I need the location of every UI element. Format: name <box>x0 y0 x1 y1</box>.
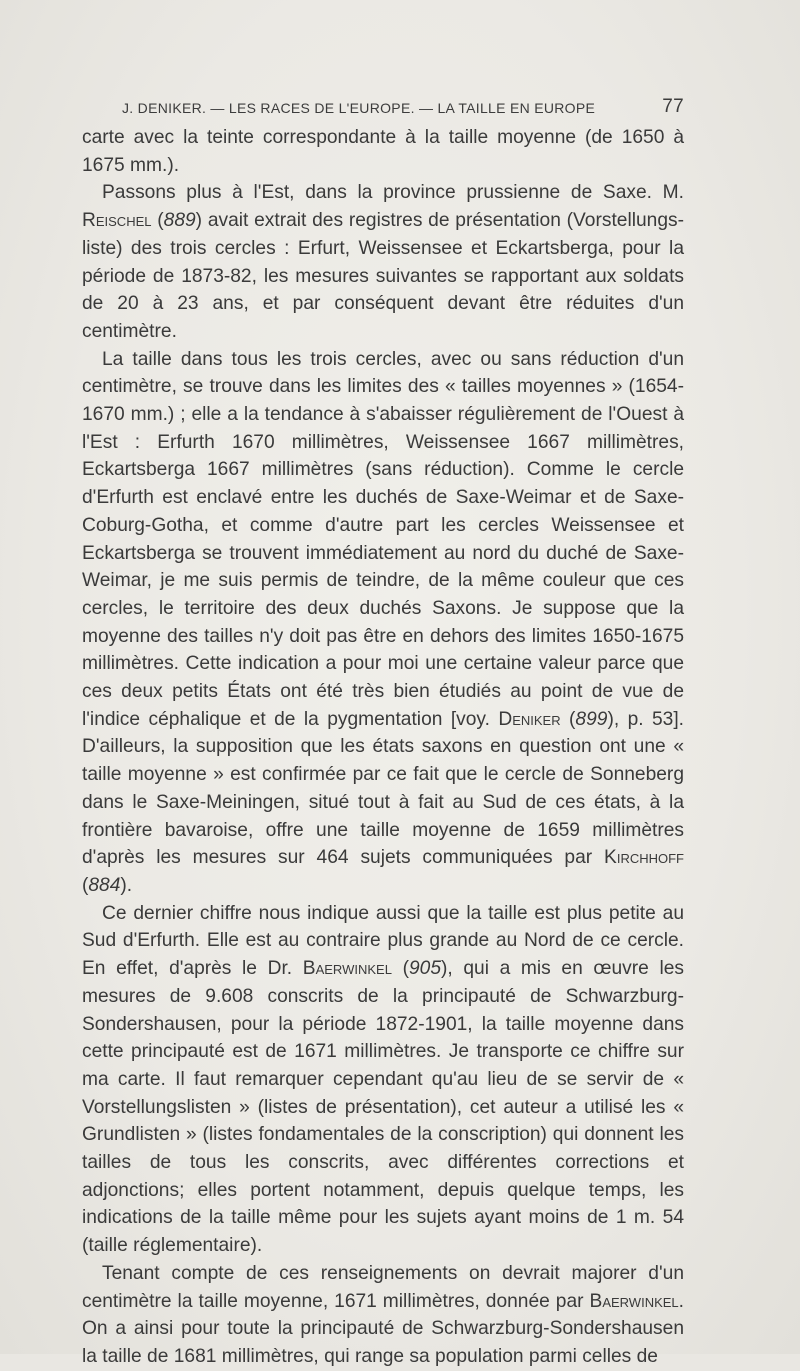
reference-number: 884 <box>88 874 121 896</box>
text-run: ( <box>151 210 164 232</box>
author-name: Kirchhoff <box>604 847 684 869</box>
reference-number: 899 <box>575 708 608 730</box>
text-run: La taille dans tous les trois cercles, avec ou sans réduction d'un centimètre, se trouve dans les limites des « tailles moyennes » (1654-1670 mm.) ; elle a la tendance à s'abaisser régulièrement de l'Ouest à l'Est : Erfurth 1670 millimètres, Weissensee 1667 millimètres, Eckartsberga 1667 millimètres (sans réduction). Comme le cercle d'Erfurth est enclavé entre les duchés de Saxe-Weimar et de Saxe-Coburg-Gotha, et comme d'autre part les cercles Weissensee et Eckartsberga se trouvent immédiatement au nord du duché de Saxe-Weimar, je me suis permis de teindre, de la même couleur que ces cercles, le territoire des deux duchés Saxons. Je suppose que la moyenne des tailles n'y doit pas être en dehors des limites 1650-1675 millimètres. Cette indication a pour moi une certaine valeur parce que ces deux petits États ont été très bien étudiés au point de vue de l'indice céphalique et de la pygmentation [voy. <box>82 348 684 730</box>
paragraph-p3 <box>82 346 684 900</box>
author-name: Reischel <box>82 210 152 232</box>
text-run: carte avec la teinte correspondante à la taille moyenne (de 1650 à 1675 mm.). <box>82 127 684 176</box>
reference-number: 905 <box>408 958 441 980</box>
text-run: ). <box>120 874 133 896</box>
reference-number: 889 <box>163 210 196 232</box>
paragraph-p1 <box>82 124 684 179</box>
text-run: ) avait extrait des registres de présentation (Vorstellungs-liste) des trois cercles : Erfurt, Weissensee et Eckartsberga, pour la période de 1873-82, les mesures suivantes se rapportant aux soldats de 20 à 23 ans, et par conséquent devant être réduites d'un centimètre. <box>82 210 684 342</box>
author-name: Deniker <box>498 708 561 730</box>
body-text <box>82 124 684 1371</box>
page-number: 77 <box>662 96 684 117</box>
text-run: Passons plus à l'Est, dans la province prussienne de Saxe. M. <box>102 182 684 204</box>
running-header <box>122 96 684 120</box>
text-run: ), p. 53]. D'ailleurs, la supposition que les états saxons en question ont une « taille moyenne » est confirmée par ce fait que le cercle de Sonneberg dans le Saxe-Meiningen, situé tout à fait au Sud de ces états, à la frontière bavaroise, offre une taille moyenne de 1659 millimètres d'après les mesures sur 464 sujets communiquées par <box>82 708 684 869</box>
text-run: ( <box>560 708 576 730</box>
running-title: J. DENIKER. — LES RACES DE L'EUROPE. — LA TAILLE EN EUROPE <box>122 100 596 116</box>
text-run: Tenant compte de ces renseignements on devrait majorer d'un centimètre la taille moyenne, 1671 millimètres, donnée par <box>82 1262 684 1312</box>
author-name: Baerwinkel <box>589 1290 679 1312</box>
paragraph-p5 <box>82 1260 684 1371</box>
text-run: . On a ainsi pour toute la principauté de Schwarzburg-Sondershausen la taille de 1681 millimètres, qui range sa population parmi celles de <box>82 1290 684 1367</box>
paragraph-p4 <box>82 900 684 1260</box>
text-run: Ce dernier chiffre nous indique aussi que la taille est plus petite au Sud d'Erfurth. Elle est au contraire plus grande au Nord de ce cercle. En effet, d'après le Dr. <box>82 902 684 980</box>
author-name: Baerwinkel <box>302 958 392 980</box>
paragraph-p2 <box>82 179 684 345</box>
text-run: ), qui a mis en œuvre les mesures de 9.608 conscrits de la principauté de Schwarzburg-Sondershausen, pour la période 1872-1901, la taille moyenne dans cette principauté est de 1671 millimètres. Je transporte ce chiffre sur ma carte. Il faut remarquer cependant qu'au lieu de se servir de « Vorstellungslisten » (listes de présentation), cet auteur a utilisé les « Grundlisten » (listes fondamentales de la conscription) qui donnent les tailles de tous les conscrits, avec différentes corrections et adjonctions; elles portent notamment, depuis quelque temps, les indications de la taille même pour les sujets ayant moins de 1 m. 54 (taille réglementaire). <box>82 958 684 1257</box>
text-run: ( <box>391 958 409 980</box>
text-run: ( <box>82 874 89 896</box>
